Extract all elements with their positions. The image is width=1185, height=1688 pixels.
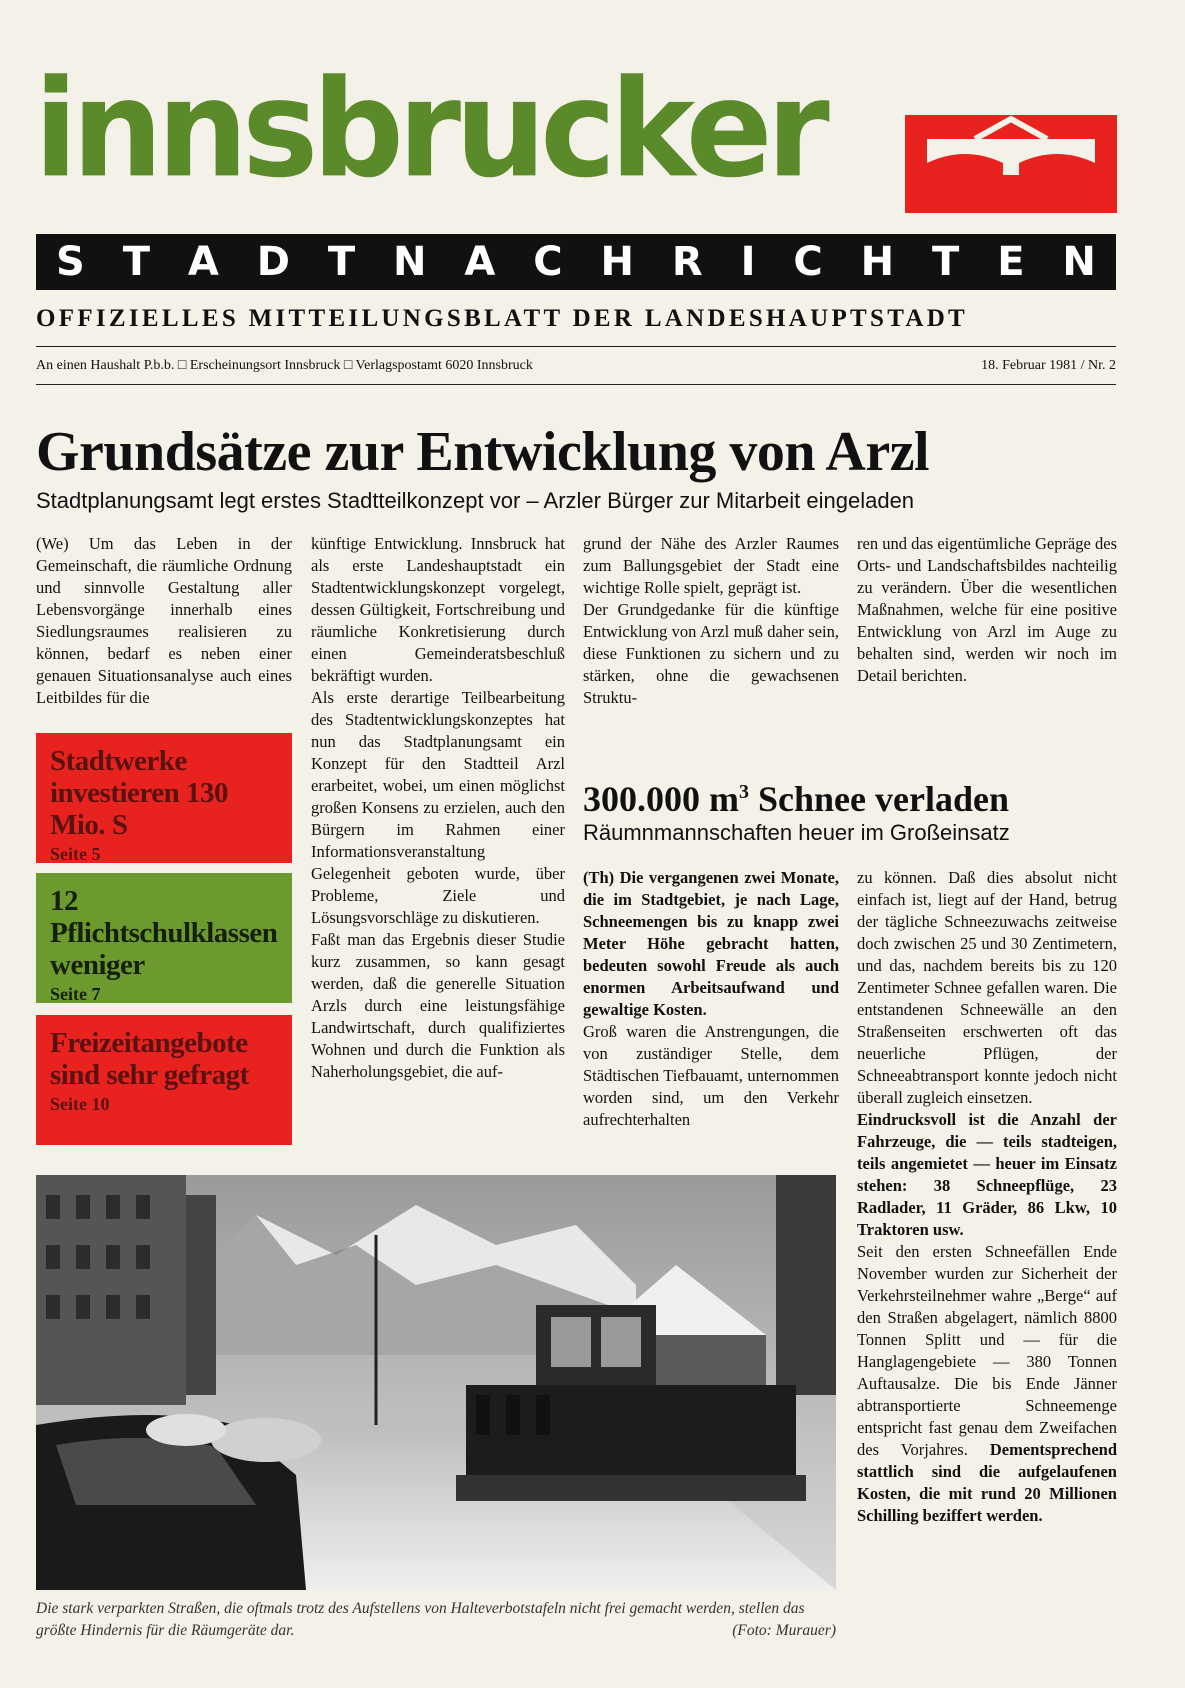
postal-line: An einen Haushalt P.b.b. □ Erscheinungsort Innsbruck □ Verlagspostamt 6020 Innsbruck bbox=[36, 358, 533, 373]
snow-clearing-photo bbox=[36, 1175, 836, 1590]
subtitle-letter: E bbox=[997, 239, 1025, 285]
paragraph: (We) Um das Leben in der Gemeinschaft, die räumliche Ordnung und sinnvolle Gestaltung aller Lebensvorgänge innerhalb eines Siedlungsraumes realisieren zu können, bedarf es neben einer genauen Situationsanalyse auch eines Leitbildes für die bbox=[36, 534, 292, 707]
subtitle-letter: N bbox=[393, 239, 427, 285]
lead-column-2 bbox=[311, 533, 565, 1083]
issue-date: 18. Februar 1981 / Nr. 2 bbox=[981, 358, 1116, 373]
subtitle-letter: I bbox=[740, 239, 756, 285]
teaser-title: Freizeitangebote sind sehr gefragt bbox=[50, 1027, 249, 1091]
subtitle-letter: D bbox=[256, 239, 290, 285]
snow-headline-main: 300.000 m bbox=[583, 779, 739, 819]
masthead-title: innsbrucker bbox=[34, 51, 824, 208]
paragraph: Als erste derartige Teilbearbeitung des Stadtentwicklungskonzeptes hat nun das Stadtplanungsamt ein Konzept für den Stadtteil Arzl erarbeitet, wobei, um einen möglichst großen Konsens zu erzielen, auch den Bürgern im Rahmen einer Informationsveranstaltung Gelegenheit geboten wurde, über Probleme, Ziele und Lösungsvorschläge zu diskutieren. bbox=[311, 688, 565, 927]
teaser-box[interactable] bbox=[36, 1015, 292, 1145]
lead-column-1 bbox=[36, 533, 292, 709]
subtitle-letter: T bbox=[932, 239, 960, 285]
innsbruck-bridge-logo bbox=[905, 115, 1117, 213]
paragraph: künftige Entwicklung. Innsbruck hat als erste Landeshauptstadt ein Stadtentwicklungskonzept vorgelegt, dessen Gültigkeit, Fortschreibung und räumliche Konkretisierung durch einen Gemeinderatsbeschluß bekräftigt wurden. bbox=[311, 534, 565, 685]
lead-subheadline: Stadtplanungsamt legt erstes Stadtteilkonzept vor – Arzler Bürger zur Mitarbeit eingeladen bbox=[36, 488, 915, 513]
snow-subheadline: Räumnmannschaften heuer im Großeinsatz bbox=[583, 820, 1010, 845]
teaser-box[interactable] bbox=[36, 733, 292, 863]
divider bbox=[36, 384, 1116, 385]
snow-headline-sup: 3 bbox=[739, 781, 749, 803]
text: Dementsprechend stattlich sind die aufgelaufenen Kosten, die mit rund 20 Millionen Schilling beziffert werden. bbox=[857, 1440, 1117, 1525]
teaser-page: Seite 7 bbox=[50, 984, 101, 1004]
masthead-subtitle-bar bbox=[36, 234, 1116, 290]
snow-headline bbox=[583, 770, 1113, 821]
paragraph: Eindrucksvoll ist die Anzahl der Fahrzeuge, die — teils stadteigen, teils angemietet — heuer im Einsatz stehen: 38 Schneepflüge, 23 Radlader, 11 Gräder, 86 Lkw, 10 Traktoren usw. bbox=[857, 1110, 1117, 1239]
lead-headline: Grundsätze zur Entwicklung von Arzl bbox=[36, 421, 930, 483]
paragraph: Der Grundgedanke für die künftige Entwicklung von Arzl muß daher sein, diese Funktionen zu sichern und zu stärken, ohne die gewachsenen Struktu- bbox=[583, 600, 839, 707]
snow-headline-rest: Schnee verladen bbox=[749, 779, 1009, 819]
subtitle-letter: T bbox=[327, 239, 356, 285]
subtitle-letter: H bbox=[600, 239, 634, 285]
teaser-title: Stadtwerke investieren 130 Mio. S bbox=[50, 745, 229, 841]
paragraph bbox=[857, 1241, 1117, 1527]
paragraph: grund der Nähe des Arzler Raumes zum Ballungsgebiet der Stadt eine wichtige Rolle spielt, geprägt ist. bbox=[583, 534, 839, 597]
teaser-page: Seite 10 bbox=[50, 1094, 110, 1114]
snow-column-2 bbox=[857, 867, 1117, 1527]
paragraph: ren und das eigentümliche Gepräge des Orts- und Landschaftsbildes nachteilig zu verändern. Über die wesentlichen Maßnahmen, welche für eine positive Entwicklung von Arzl im Auge zu behalten sind, werden wir noch im Detail berichten. bbox=[857, 534, 1117, 685]
subtitle-letter: H bbox=[860, 239, 895, 285]
teaser-page: Seite 5 bbox=[50, 844, 101, 864]
subtitle-letter: S bbox=[56, 239, 85, 285]
masthead-tagline: OFFIZIELLES MITTEILUNGSBLATT DER LANDESHAUPTSTADT bbox=[36, 305, 969, 332]
lead-column-4 bbox=[857, 533, 1117, 687]
paragraph: zu können. Daß dies absolut nicht einfach ist, liegt auf der Hand, betrug der tägliche Schneezuwachs zeitweise doch zwischen 25 und 30 Zentimetern, und das, nachdem bereits bis zu 120 Zentimeter Schnee gefallen waren. Die entstandenen Schneewälle an den Straßenseiten erschwerten oft das neuerliche Pflügen, der Schneeabtransport konnte jedoch nicht überall zugleich einsetzen. bbox=[857, 868, 1117, 1107]
text: Seit den ersten Schneefällen Ende November wurden zur Sicherheit der Verkehrsteilnehmer wahre „Berge“ auf den Straßen abgelagert, nämlich 8800 Tonnen Splitt und — für die Hanglagengebiete — 380 Tonnen Auftausalze. Die bis Ende Jänner abtransportierte Schneemenge entspricht fast genau dem Zweifachen des Vorjahres. bbox=[857, 1242, 1117, 1459]
paragraph: (Th) Die vergangenen zwei Monate, die im Stadtgebiet, je nach Lage, Schneemengen bis zu knapp zwei Meter Höhe gebracht hatten, bedeuten sowohl Freude als auch enormen Arbeitsaufwand und gewaltige Kosten. bbox=[583, 868, 839, 1019]
teaser-box[interactable] bbox=[36, 873, 292, 1003]
subtitle-letter: A bbox=[187, 239, 219, 285]
subtitle-letter: A bbox=[464, 239, 496, 285]
snow-column-1 bbox=[583, 867, 839, 1131]
divider bbox=[36, 346, 1116, 347]
subtitle-letter: R bbox=[671, 239, 703, 285]
subtitle-letter: T bbox=[122, 239, 150, 285]
photo-credit: (Foto: Murauer) bbox=[732, 1622, 836, 1639]
teaser-title: 12 Pflichtschulklassen weniger bbox=[50, 885, 278, 981]
subtitle-letter: C bbox=[793, 239, 823, 285]
subtitle-letter: C bbox=[533, 239, 563, 285]
photo-caption: Die stark verparkten Straßen, die oftmals trotz des Aufstellens von Halteverbotstafeln nicht frei gemacht werden, stellen das größte Hindernis für die Räumgeräte dar. bbox=[36, 1600, 805, 1639]
subtitle-letter: N bbox=[1062, 239, 1096, 285]
paragraph: Groß waren die Anstrengungen, die von zuständiger Stelle, dem Städtischen Tiefbauamt, unternommen worden sind, um den Verkehr aufrechterhalten bbox=[583, 1022, 839, 1129]
lead-column-3 bbox=[583, 533, 839, 709]
paragraph: Faßt man das Ergebnis dieser Studie kurz zusammen, so kann gesagt werden, daß die generelle Situation Arzls durch eine leistungsfähige Landwirtschaft, durch qualifiziertes Wohnen und durch die Funktion als Naherholungsgebiet, die auf- bbox=[311, 930, 565, 1081]
